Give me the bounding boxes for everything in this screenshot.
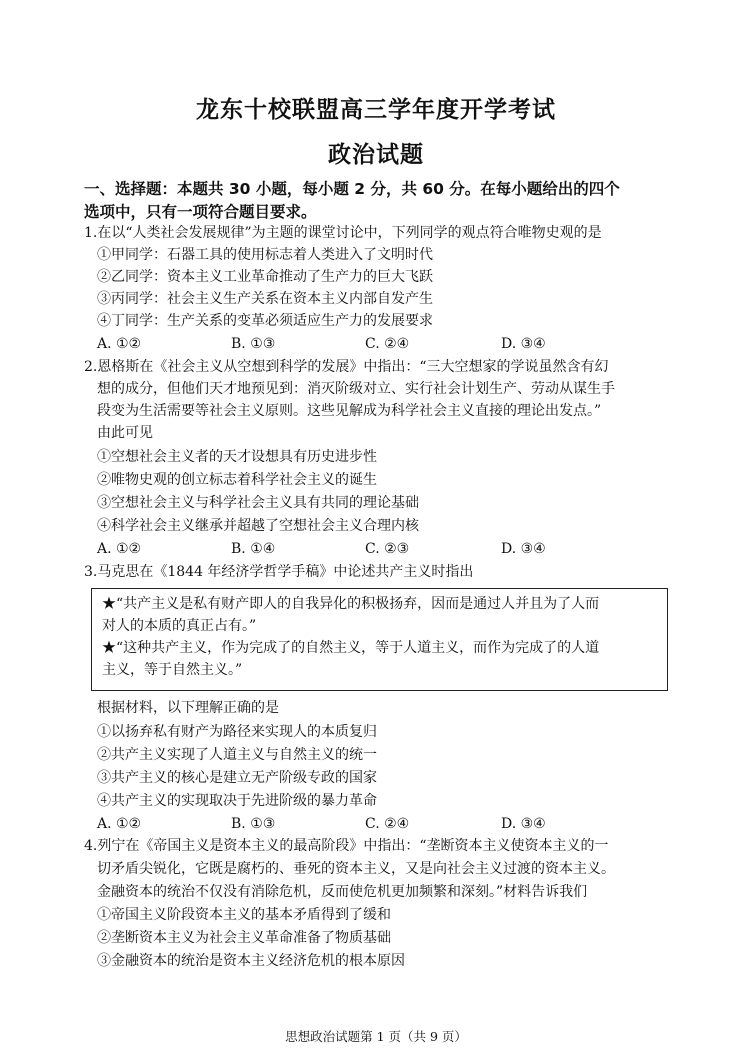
option-b: B. ①③	[231, 816, 276, 832]
question-4-stem: 4.列宁在《帝国主义是资本主义的最高阶段》中指出：“垄断资本主义使资本主义的一	[84, 838, 609, 854]
question-3-prompt: 根据材料，以下理解正确的是	[97, 700, 279, 716]
question-2-item: ③空想社会主义与科学社会主义具有共同的理论基础	[97, 495, 419, 511]
question-2-item: ②唯物史观的创立标志着科学社会主义的诞生	[97, 472, 377, 488]
question-2-stem: 2.恩格斯在《社会主义从空想到科学的发展》中指出：“三大空想家的学说虽然含有幻	[84, 359, 609, 375]
question-4-item: ③金融资本的统治是资本主义经济危机的根本原因	[97, 953, 405, 969]
question-2-stem: 段变为生活需要等社会主义原则。这些见解成为科学社会主义直接的理论出发点。”	[97, 403, 602, 419]
question-2-stem: 想的成分，但他们天才地预见到：消灭阶级对立、实行社会计划生产、劳动从谋生手	[97, 381, 615, 397]
option-a: A. ①②	[97, 336, 142, 352]
option-b: B. ①③	[231, 336, 276, 352]
option-c: C. ②④	[365, 816, 410, 832]
quote-line: 对人的本质的真正占有。”	[102, 618, 257, 634]
section-heading-line: 选项中，只有一项符合题目要求。	[84, 203, 317, 221]
question-3-item: ①以扬弃私有财产为路径来实现人的本质复归	[97, 724, 377, 740]
section-heading	[84, 178, 674, 224]
option-a: A. ①②	[97, 816, 142, 832]
quote-line: ★“共产主义是私有财产即人的自我异化的积极扬弃，因而是通过人并且为了人而	[102, 596, 600, 612]
question-1-item: ②乙同学：资本主义工业革命推动了生产力的巨大飞跃	[97, 269, 433, 285]
question-3-item: ②共产主义实现了人道主义与自然主义的统一	[97, 747, 377, 763]
option-c: C. ②③	[365, 541, 410, 557]
option-d: D. ③④	[501, 336, 546, 352]
question-4-item: ①帝国主义阶段资本主义的基本矛盾得到了缓和	[97, 907, 391, 923]
question-2-options	[97, 538, 617, 560]
question-1-options	[97, 333, 617, 355]
question-4-stem: 切矛盾尖锐化，它既是腐朽的、垂死的资本主义，又是向社会主义过渡的资本主义。	[97, 861, 615, 877]
option-d: D. ③④	[501, 816, 546, 832]
question-3-item: ④共产主义的实现取决于先进阶级的暴力革命	[97, 793, 377, 809]
question-1-stem: 1.在以“人类社会发展规律”为主题的课堂讨论中，下列同学的观点符合唯物史观的是	[84, 225, 602, 241]
quote-line: ★“这种共产主义，作为完成了的自然主义，等于人道主义，而作为完成了的人道	[102, 640, 600, 656]
page-title: 龙东十校联盟高三学年度开学考试	[196, 97, 556, 123]
question-3-stem: 3.马克思在《1844 年经济学哲学手稿》中论述共产主义时指出	[84, 564, 474, 580]
question-2-stem: 由此可见	[97, 425, 153, 441]
section-heading-line: 一、选择题：本题共 30 小题，每小题 2 分，共 60 分。在每小题给出的四个	[84, 180, 620, 198]
question-1-item: ③丙同学：社会主义生产关系在资本主义内部自发产生	[97, 291, 433, 307]
question-1-item: ④丁同学：生产关系的变革必须适应生产力的发展要求	[97, 313, 433, 329]
question-3-options	[97, 813, 617, 835]
question-1-item: ①甲同学：石器工具的使用标志着人类进入了文明时代	[97, 247, 433, 263]
question-4-stem: 金融资本的统治不仅没有消除危机，反而使危机更加频繁和深刻。”材料告诉我们	[97, 884, 588, 900]
question-2-item: ④科学社会主义继承并超越了空想社会主义合理内核	[97, 518, 419, 534]
quote-line: 主义，等于自然主义。”	[102, 662, 243, 678]
page-subtitle: 政治试题	[328, 142, 424, 168]
question-3-item: ③共产主义的核心是建立无产阶级专政的国家	[97, 770, 377, 786]
page-footer: 思想政治试题第 1 页（共 9 页）	[285, 1029, 467, 1044]
option-c: C. ②④	[365, 336, 410, 352]
option-b: B. ①④	[231, 541, 276, 557]
option-a: A. ①②	[97, 541, 142, 557]
question-4-item: ②垄断资本主义为社会主义革命准备了物质基础	[97, 930, 391, 946]
question-2-item: ①空想社会主义者的天才设想具有历史进步性	[97, 449, 377, 465]
option-d: D. ③④	[501, 541, 546, 557]
